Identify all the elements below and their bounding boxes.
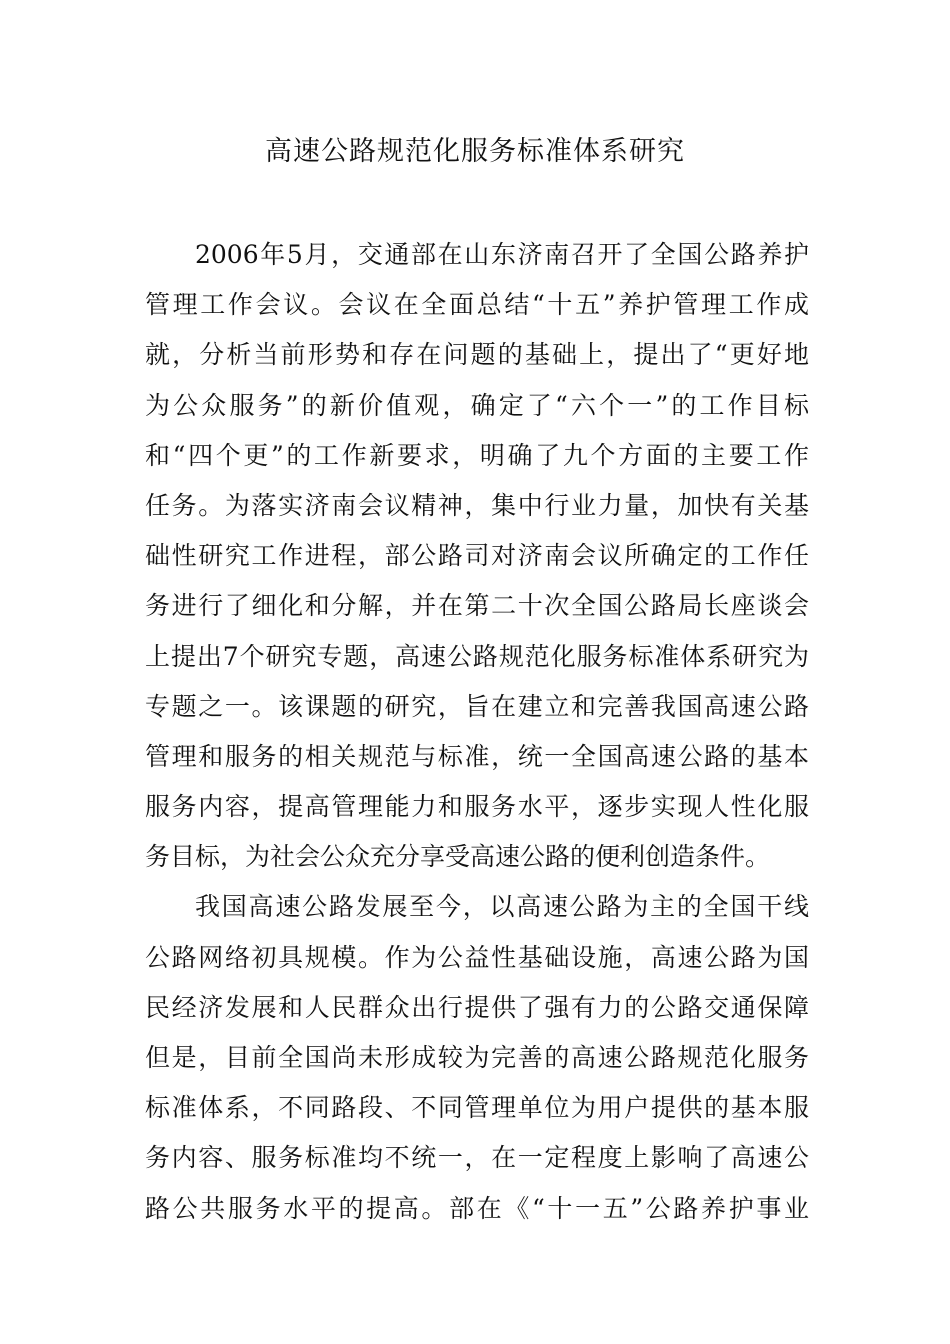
paragraph-2-line-6: 务内容、服务标准均不统一，在一定程度上影响了高速公 <box>145 1143 809 1173</box>
paragraph-1-line-2: 管理工作会议。会议在全面总结“十五”养护管理工作成 <box>145 290 809 320</box>
paragraph-1-line-8: 务进行了细化和分解，并在第二十次全国公路局长座谈会 <box>145 591 809 621</box>
paragraph-2-line-2: 公路网络初具规模。作为公益性基础设施，高速公路为国 <box>145 942 809 972</box>
paragraph-1-line-4: 为公众服务”的新价值观，确定了“六个一”的工作目标 <box>145 390 809 420</box>
paragraph-2-line-3: 民经济发展和人民群众出行提供了强有力的公路交通保障 <box>145 992 809 1022</box>
paragraph-1-line-11: 管理和服务的相关规范与标准，统一全国高速公路的基本 <box>145 741 809 771</box>
paragraph-1-line-13: 务目标，为社会公众充分享受高速公路的便利创造条件。 <box>145 842 771 872</box>
paragraph-1-line-10: 专题之一。该课题的研究，旨在建立和完善我国高速公路 <box>145 691 809 721</box>
document-title: 高速公路规范化服务标准体系研究 <box>265 136 685 167</box>
paragraph-1-line-6: 任务。为落实济南会议精神，集中行业力量，加快有关基 <box>145 490 809 520</box>
paragraph-1-line-5: 和“四个更”的工作新要求，明确了九个方面的主要工作 <box>145 440 809 470</box>
paragraph-2-line-4: 但是，目前全国尚未形成较为完善的高速公路规范化服务 <box>145 1043 809 1072</box>
paragraph-1-line-12: 服务内容，提高管理能力和服务水平，逐步实现人性化服 <box>145 792 809 822</box>
paragraph-1-line-7: 础性研究工作进程，部公路司对济南会议所确定的工作任 <box>145 541 809 571</box>
paragraph-1-line-3: 就，分析当前形势和存在问题的基础上，提出了“更好地 <box>145 340 809 370</box>
document-body <box>145 230 809 1234</box>
paragraph-1-line-1: 2006年5月，交通部在山东济南召开了全国公路养护 <box>195 240 809 269</box>
paragraph-2-line-1: 我国高速公路发展至今，以高速公路为主的全国干线 <box>195 892 809 922</box>
paragraph-2-line-7: 路公共服务水平的提高。部在《“十一五”公路养护事业 <box>145 1193 809 1223</box>
paragraph-2-line-5: 标准体系，不同路段、不同管理单位为用户提供的基本服 <box>145 1093 809 1123</box>
paragraph-1-line-9: 上提出7个研究专题，高速公路规范化服务标准体系研究为 <box>145 641 809 671</box>
